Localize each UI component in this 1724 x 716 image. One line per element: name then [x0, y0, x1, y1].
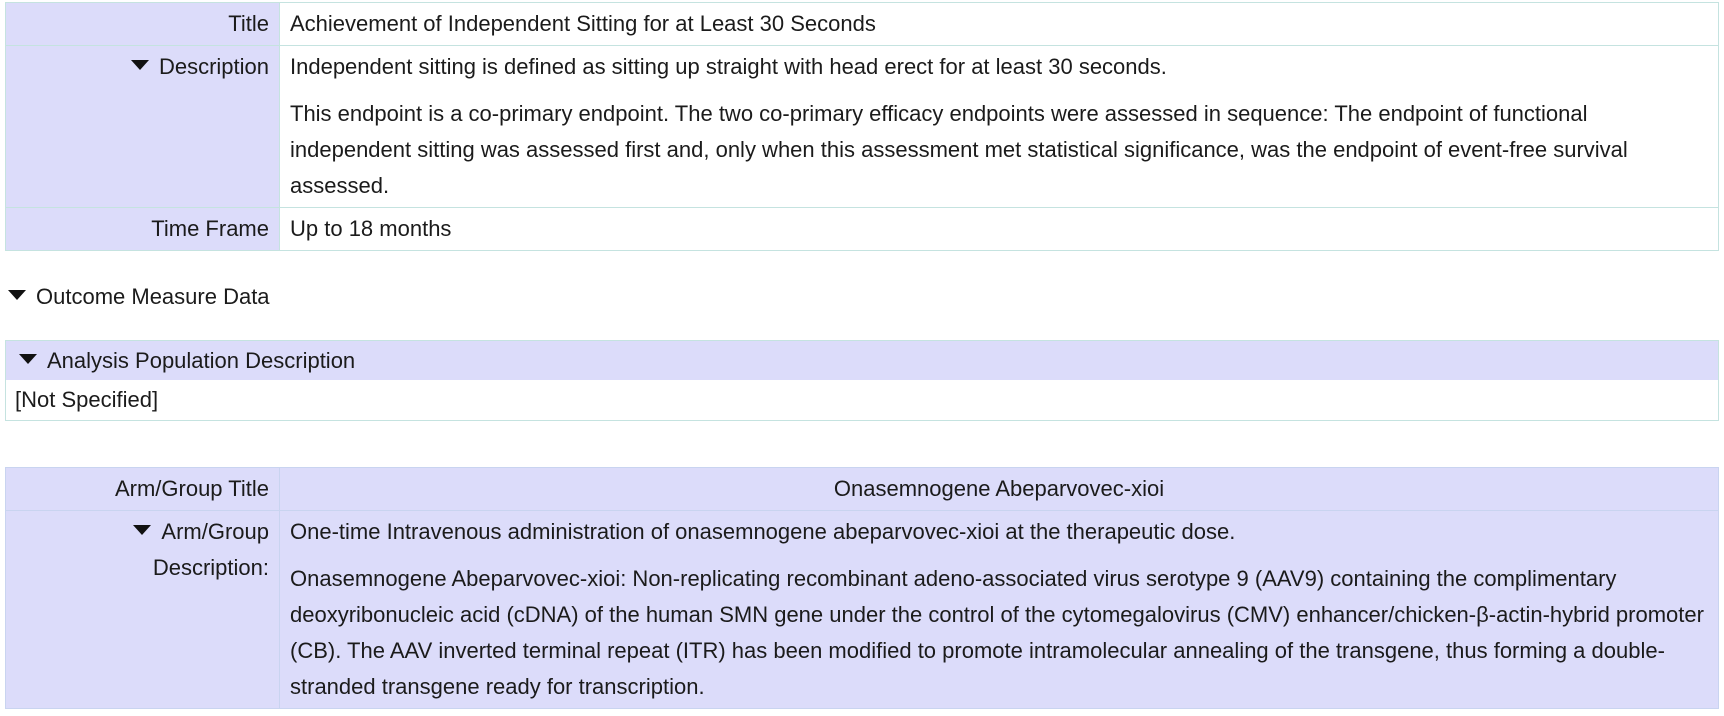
outcome-measure-data-toggle[interactable] — [8, 280, 270, 314]
timeframe-label: Time Frame — [6, 208, 280, 251]
arm-group-description-row — [6, 511, 1719, 709]
arm-group-title-value: Onasemnogene Abeparvovec-xioi — [280, 468, 1719, 511]
arm-group-title-row — [6, 468, 1719, 511]
analysis-population-toggle[interactable] — [5, 340, 1719, 381]
arm-group-table — [5, 467, 1719, 709]
chevron-down-icon — [133, 525, 151, 535]
analysis-population-heading: Analysis Population Description — [47, 348, 356, 373]
timeframe-row — [6, 208, 1719, 251]
description-paragraph: Independent sitting is defined as sitting up straight with head erect for at least 30 seconds. — [290, 54, 1167, 79]
arm-group-description-label-line2: Description: — [152, 555, 269, 580]
arm-group-description-value — [280, 511, 1719, 709]
chevron-down-icon — [8, 290, 26, 300]
arm-group-description-label-line1: Arm/Group — [161, 519, 269, 544]
title-row — [6, 3, 1719, 46]
arm-group-description-paragraph: Onasemnogene Abeparvovec-xioi: Non-replicating recombinant adeno-associated virus serotype 9 (AAV9) containing the complimentary deoxyribonucleic acid (cDNA) of the human SMN gene under the control of the cytomegalovirus (CMV) enhancer/chicken-β-actin-hybrid promoter (CB). The AAV inverted terminal repeat (ITR) has been modified to promote intramolecular annealing of the transgene, thus forming a double-stranded transgene ready for transcription. — [290, 566, 1704, 699]
description-row — [6, 46, 1719, 208]
outcome-measure-data-heading: Outcome Measure Data — [36, 284, 270, 309]
timeframe-value: Up to 18 months — [280, 208, 1719, 251]
chevron-down-icon — [19, 354, 37, 364]
description-paragraph: This endpoint is a co-primary endpoint. The two co-primary efficacy endpoints were assessed in sequence: The endpoint of functional independent sitting was assessed first and, only when this assessment met statistical significance, was the endpoint of event-free survival assessed. — [290, 101, 1628, 198]
measure-table — [5, 2, 1719, 251]
chevron-down-icon — [131, 60, 149, 70]
description-value — [280, 46, 1719, 208]
description-label: Description — [158, 54, 269, 79]
description-toggle[interactable] — [6, 46, 280, 208]
title-value: Achievement of Independent Sitting for at Least 30 Seconds — [280, 3, 1719, 46]
arm-group-description-paragraph: One-time Intravenous administration of onasemnogene abeparvovec-xioi at the therapeutic dose. — [290, 519, 1236, 544]
arm-group-title-label: Arm/Group Title — [6, 468, 280, 511]
analysis-population-value: [Not Specified] — [5, 380, 1719, 421]
title-label: Title — [6, 3, 280, 46]
arm-group-description-toggle[interactable] — [6, 511, 280, 709]
